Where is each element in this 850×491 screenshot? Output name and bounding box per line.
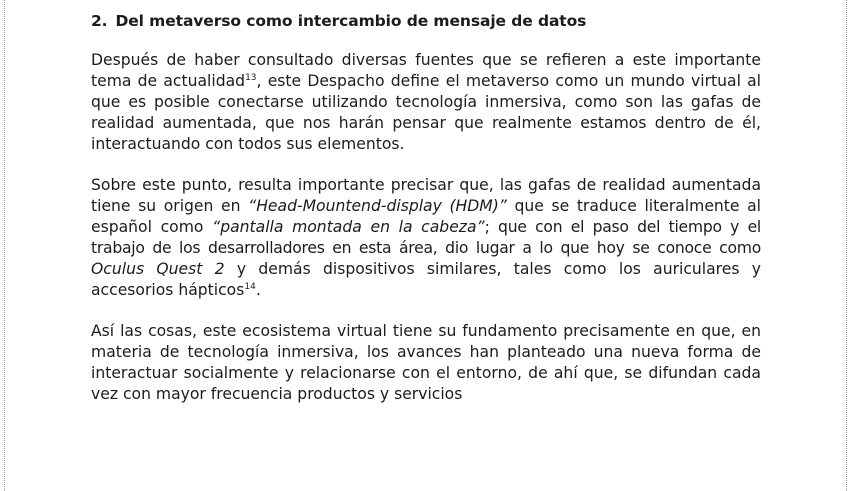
- paragraph-2-text-b: que se traduce literalmente al español como: [91, 197, 761, 236]
- paragraph-2-text-e: .: [255, 281, 261, 299]
- document-page: [91, 12, 761, 425]
- section-heading: [91, 12, 761, 30]
- paragraph-3-text: Así las cosas, este ecosistema virtual tiene su fundamento precisamente en que, en materia de tecnología inmersiva, los avances han planteado una nueva forma de interactuar socialmente y relacionarse con el entorno, de ahí que, se difundan cada vez con mayor frecuencia productos y servicios: [91, 322, 761, 403]
- section-title: Del metaverso como intercambio de mensaje de datos: [115, 12, 587, 30]
- paragraph-1-text-b: , este Despacho define el metaverso como un mundo virtual al que es posible conectarse utilizando tecnología inmersiva, como son las gafas de realidad aumentada, que nos harán pensar que realmente estamos dentro de él, interactuando con todos sus elementos.: [91, 72, 762, 153]
- paragraph-2-text-a: Sobre este punto, resulta importante precisar que, las gafas de realidad aumentada tiene su origen en: [91, 176, 761, 215]
- paragraph-2-text-d: y demás dispositivos similares, tales como los auriculares y accesorios hápticos: [91, 260, 761, 299]
- page-border-right: [846, 0, 847, 491]
- paragraph-3: [91, 321, 761, 405]
- paragraph-2-text-c: ; que con el paso del tiempo y el trabajo de los desarrolladores en esta área, dio lugar a lo que hoy se conoce como: [91, 218, 762, 257]
- footnote-ref-14[interactable]: 14: [244, 282, 256, 292]
- product-name: Oculus Quest 2: [91, 260, 225, 278]
- paragraph-1: [91, 50, 761, 155]
- term-original: “Head-Mountend-display (HDM)”: [248, 197, 507, 215]
- paragraph-2: [91, 175, 761, 301]
- paragraph-1-text-a: Después de haber consultado diversas fuentes que se refieren a este importante tema de actualidad: [91, 51, 761, 90]
- footnote-ref-13[interactable]: 13: [245, 73, 257, 83]
- section-number: 2.: [91, 12, 108, 30]
- page-border-left: [4, 0, 5, 491]
- term-translation: “pantalla montada en la cabeza”: [212, 218, 485, 236]
